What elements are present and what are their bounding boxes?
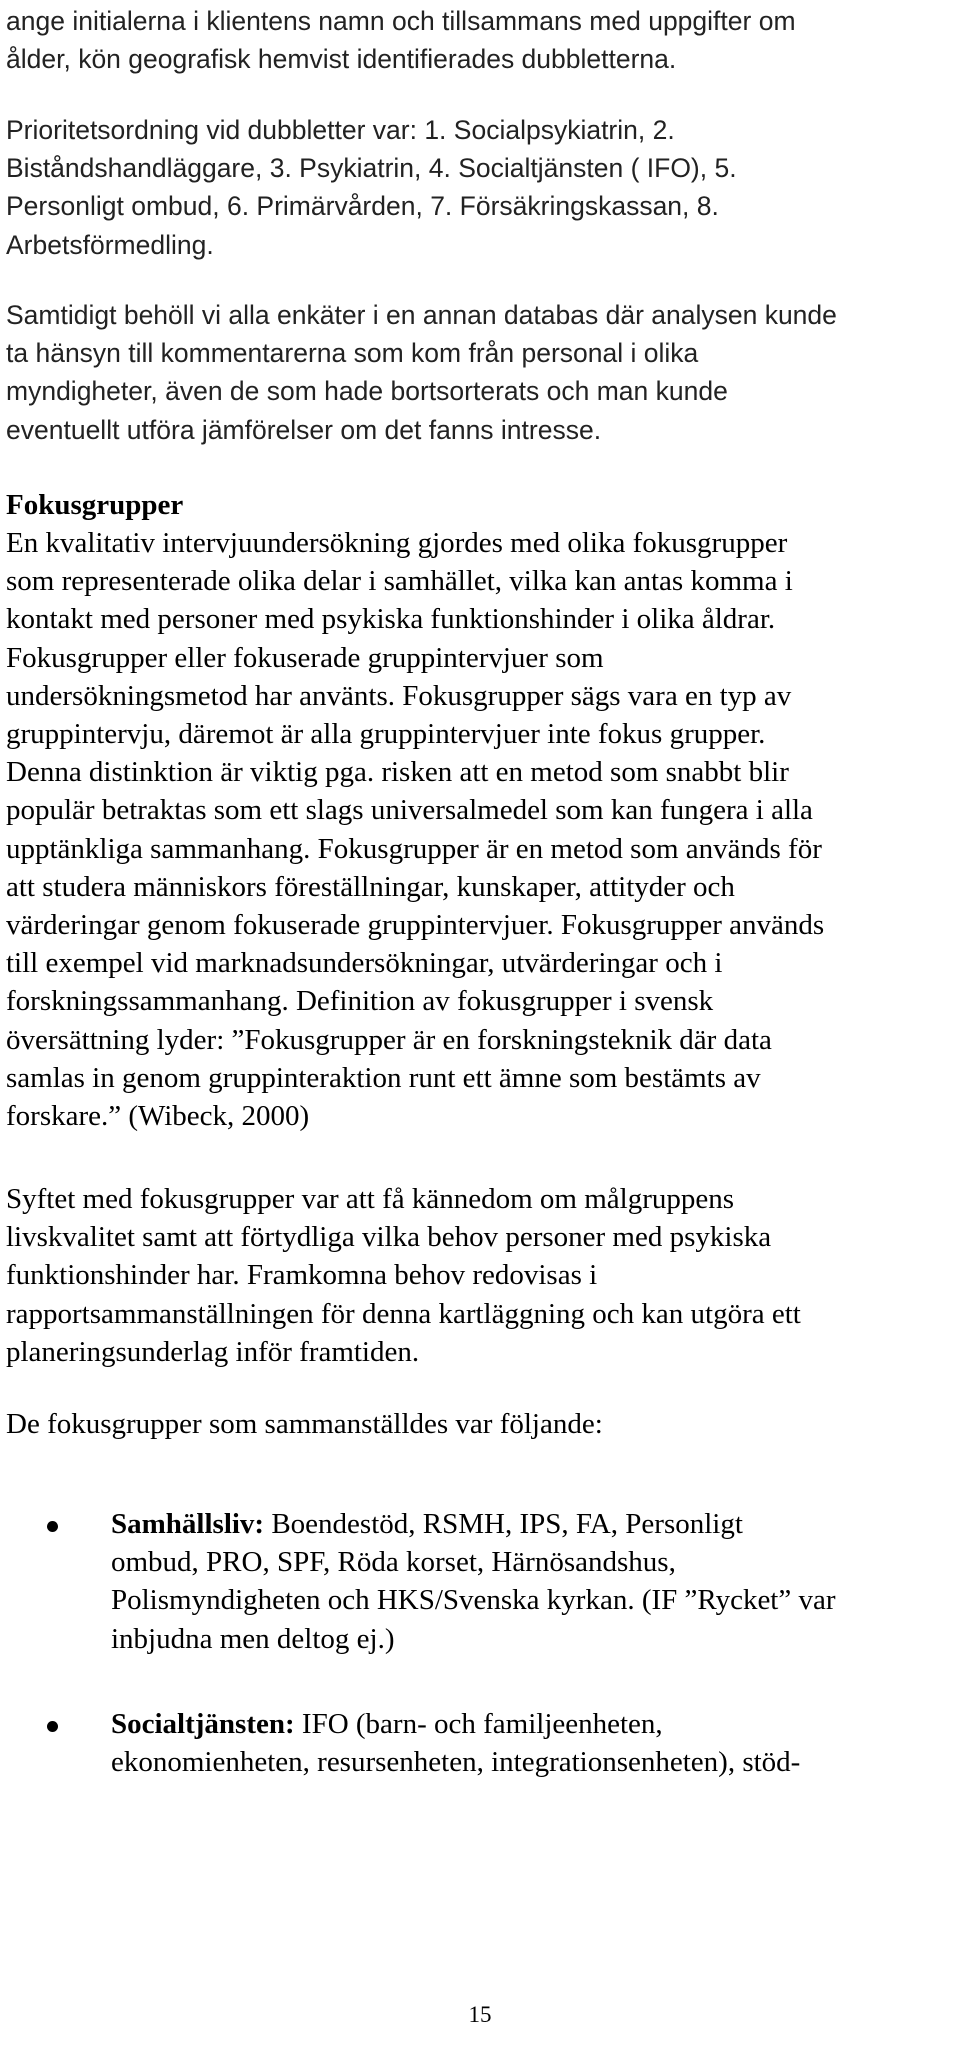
focus-groups-paragraph: [6, 524, 946, 1135]
text-line: Polismyndigheten och HKS/Svenska kyrkan. (IF ”Rycket” var: [111, 1584, 836, 1617]
list-item-term: Socialtjänsten:: [111, 1708, 295, 1740]
page-number: 15: [468, 2002, 492, 2027]
text-line: populär betraktas som ett slags universalmedel som kan fungera i alla: [6, 794, 813, 827]
intro-paragraph: [6, 2, 946, 78]
text-line: Denna distinktion är viktig pga. risken att en metod som snabbt blir: [6, 756, 789, 789]
text-line: gruppintervju, däremot är alla gruppintervjuer inte fokus grupper.: [6, 718, 766, 751]
text-line: [111, 1705, 951, 1743]
groups-intro-paragraph: [6, 1405, 946, 1443]
text-line: forskare.” (Wibeck, 2000): [6, 1100, 310, 1133]
text-line: ta hänsyn till kommentarerna som kom från personal i olika: [6, 338, 699, 369]
text-line: livskvalitet samt att förtydliga vilka behov personer med psykiska: [6, 1221, 772, 1254]
text-line: som representerade olika delar i samhället, vilka kan antas komma i: [6, 565, 793, 598]
text-line: ombud, PRO, SPF, Röda korset, Härnösandshus,: [111, 1546, 676, 1579]
text-line: forskningssammanhang. Definition av fokusgrupper i svensk: [6, 985, 714, 1018]
text-line: att studera människors föreställningar, kunskaper, attityder och: [6, 870, 735, 903]
text-line: kontakt med personer med psykiska funktionshinder i olika åldrar.: [6, 603, 776, 636]
text-line: [111, 1505, 951, 1543]
text-line: eventuellt utföra jämförelser om det fanns intresse.: [6, 414, 602, 445]
section-heading: Fokusgrupper: [6, 489, 184, 521]
database-paragraph: [6, 296, 946, 449]
text-line: Prioritetsordning vid dubbletter var: 1. Socialpsykiatrin, 2.: [6, 115, 675, 145]
text-line: ålder, kön geografisk hemvist identifierades dubbletterna.: [6, 44, 677, 75]
text-line: Fokusgrupper eller fokuserade gruppintervjuer som: [6, 641, 604, 674]
text-line: ekonomienheten, resursenheten, integrationsenheten), stöd-: [111, 1746, 801, 1779]
text-line: översättning lyder: ”Fokusgrupper är en forskningsteknik där data: [6, 1023, 772, 1056]
text-line: ange initialerna i klientens namn och tillsammans med uppgifter om: [6, 6, 796, 36]
purpose-paragraph: [6, 1180, 946, 1371]
bullet-icon: [47, 1721, 58, 1732]
list-item-text: [111, 1705, 951, 1781]
priority-paragraph: [6, 111, 946, 264]
bullet-icon: [47, 1521, 58, 1532]
list-item-desc: Boendestöd, RSMH, IPS, FA, Personligt: [264, 1508, 743, 1540]
text-line: till exempel vid marknadsundersökningar, utvärderingar och i: [6, 947, 723, 980]
text-line: Samtidigt behöll vi alla enkäter i en annan databas där analysen kunde: [6, 300, 837, 330]
text-line: Arbetsförmedling.: [6, 229, 214, 260]
text-line: upptänkliga sammanhang. Fokusgrupper är en metod som används för: [6, 832, 822, 865]
text-line: funktionshinder har. Framkomna behov redovisas i: [6, 1259, 598, 1292]
text-line: myndigheter, även de som hade bortsorterats och man kunde: [6, 376, 728, 407]
list-item-term: Samhällsliv:: [111, 1508, 265, 1540]
text-line: planeringsunderlag inför framtiden.: [6, 1335, 420, 1368]
text-line: Syftet med fokusgrupper var att få kännedom om målgruppens: [6, 1183, 735, 1215]
list-item-text: [111, 1505, 951, 1658]
text-line: värderingar genom fokuserade gruppintervjuer. Fokusgrupper används: [6, 909, 825, 942]
text-line: undersökningsmetod har använts. Fokusgrupper sägs vara en typ av: [6, 679, 792, 712]
text-line: samlas in genom gruppinteraktion runt ett ämne som bestämts av: [6, 1061, 761, 1094]
text-line: Biståndshandläggare, 3. Psykiatrin, 4. Socialtjänsten ( IFO), 5.: [6, 153, 737, 184]
text-line: rapportsammanställningen för denna kartläggning och kan utgöra ett: [6, 1297, 801, 1330]
text-line: En kvalitativ intervjuundersökning gjordes med olika fokusgrupper: [6, 527, 788, 559]
text-line: De fokusgrupper som sammanställdes var följande:: [6, 1408, 603, 1440]
text-line: inbjudna men deltog ej.): [111, 1622, 395, 1655]
text-line: Personligt ombud, 6. Primärvården, 7. Försäkringskassan, 8.: [6, 191, 719, 222]
list-item-desc: IFO (barn- och familjeenheten,: [294, 1708, 663, 1740]
